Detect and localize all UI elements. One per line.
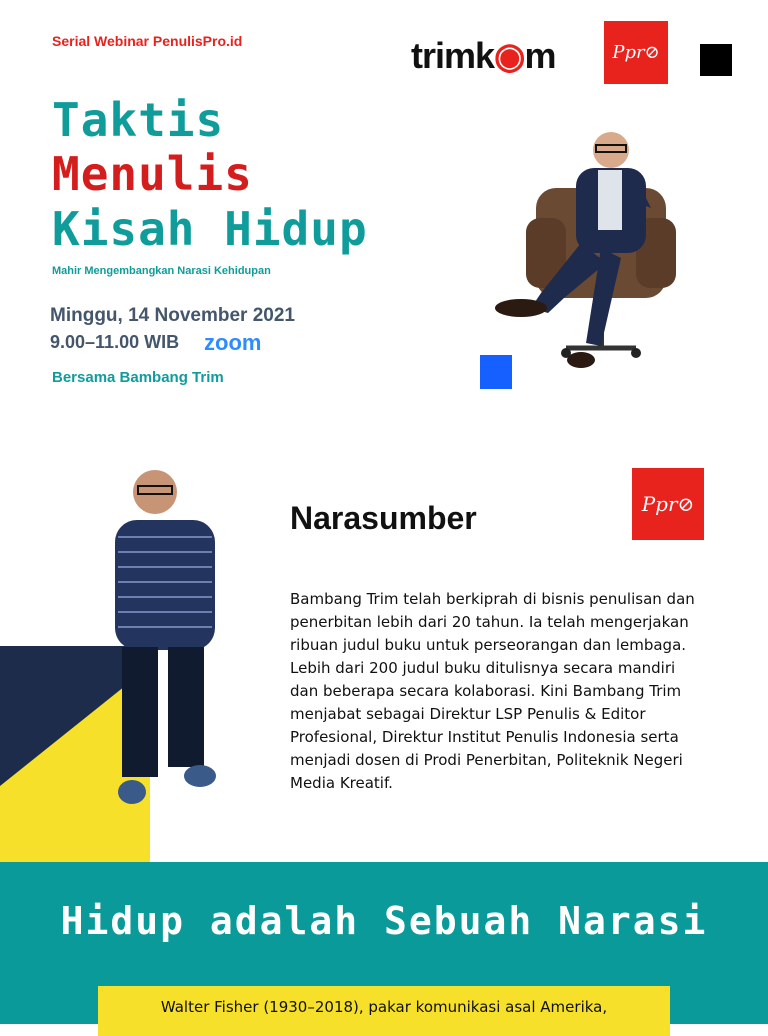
event-date: Minggu, 14 November 2021 bbox=[50, 305, 295, 326]
title-line-3: Kisah Hidup bbox=[52, 202, 368, 256]
trimkom-logo bbox=[411, 36, 555, 76]
seated-speaker-illustration bbox=[486, 128, 686, 378]
event-time: 9.00–11.00 WIB bbox=[50, 332, 180, 352]
decorative-blue-square bbox=[480, 355, 512, 389]
speaker-heading: Narasumber bbox=[290, 500, 477, 536]
event-speaker-line: Bersama Bambang Trim bbox=[52, 369, 224, 386]
quote-text: Walter Fisher (1930–2018), pakar komunikasi asal Amerika, bbox=[160, 998, 608, 1016]
brand-text-2: m bbox=[524, 35, 556, 76]
decorative-black-square bbox=[700, 44, 732, 76]
speaker-bio: Bambang Trim telah berkiprah di bisnis penulisan dan penerbitan lebih dari 20 tahun. Ia telah mengerjakan ribuan judul buku untuk perseorangan dan lembaga. Lebih dari 200 judul buku ditulisnya secara mandiri dan beberapa secara kolaborasi. Kini Bambang Trim menjabat sebagai Direktur LSP Penulis & Editor Profesional, Direktur Institut Penulis Indonesia serta menjadi dosen di Prodi Penerbitan, Politeknik Negeri Media Kreatif. bbox=[290, 590, 695, 792]
series-label: Serial Webinar PenulisPro.id bbox=[52, 33, 243, 49]
ppr-logo: Ppr ⊘ bbox=[604, 21, 668, 84]
brand-o-icon: ◉ bbox=[494, 35, 525, 76]
section-title: Hidup adalah Sebuah Narasi bbox=[60, 899, 708, 943]
ppr-logo-secondary: Ppr ⊘ bbox=[632, 468, 704, 540]
zoom-logo: zoom bbox=[204, 330, 262, 355]
brand-text-1: trimk bbox=[411, 35, 495, 76]
title-subtitle: Mahir Mengembangkan Narasi Kehidupan bbox=[52, 265, 271, 277]
title-line-1: Taktis bbox=[52, 93, 225, 147]
title-line-2: Menulis bbox=[52, 147, 253, 201]
standing-speaker-photo bbox=[100, 462, 230, 812]
